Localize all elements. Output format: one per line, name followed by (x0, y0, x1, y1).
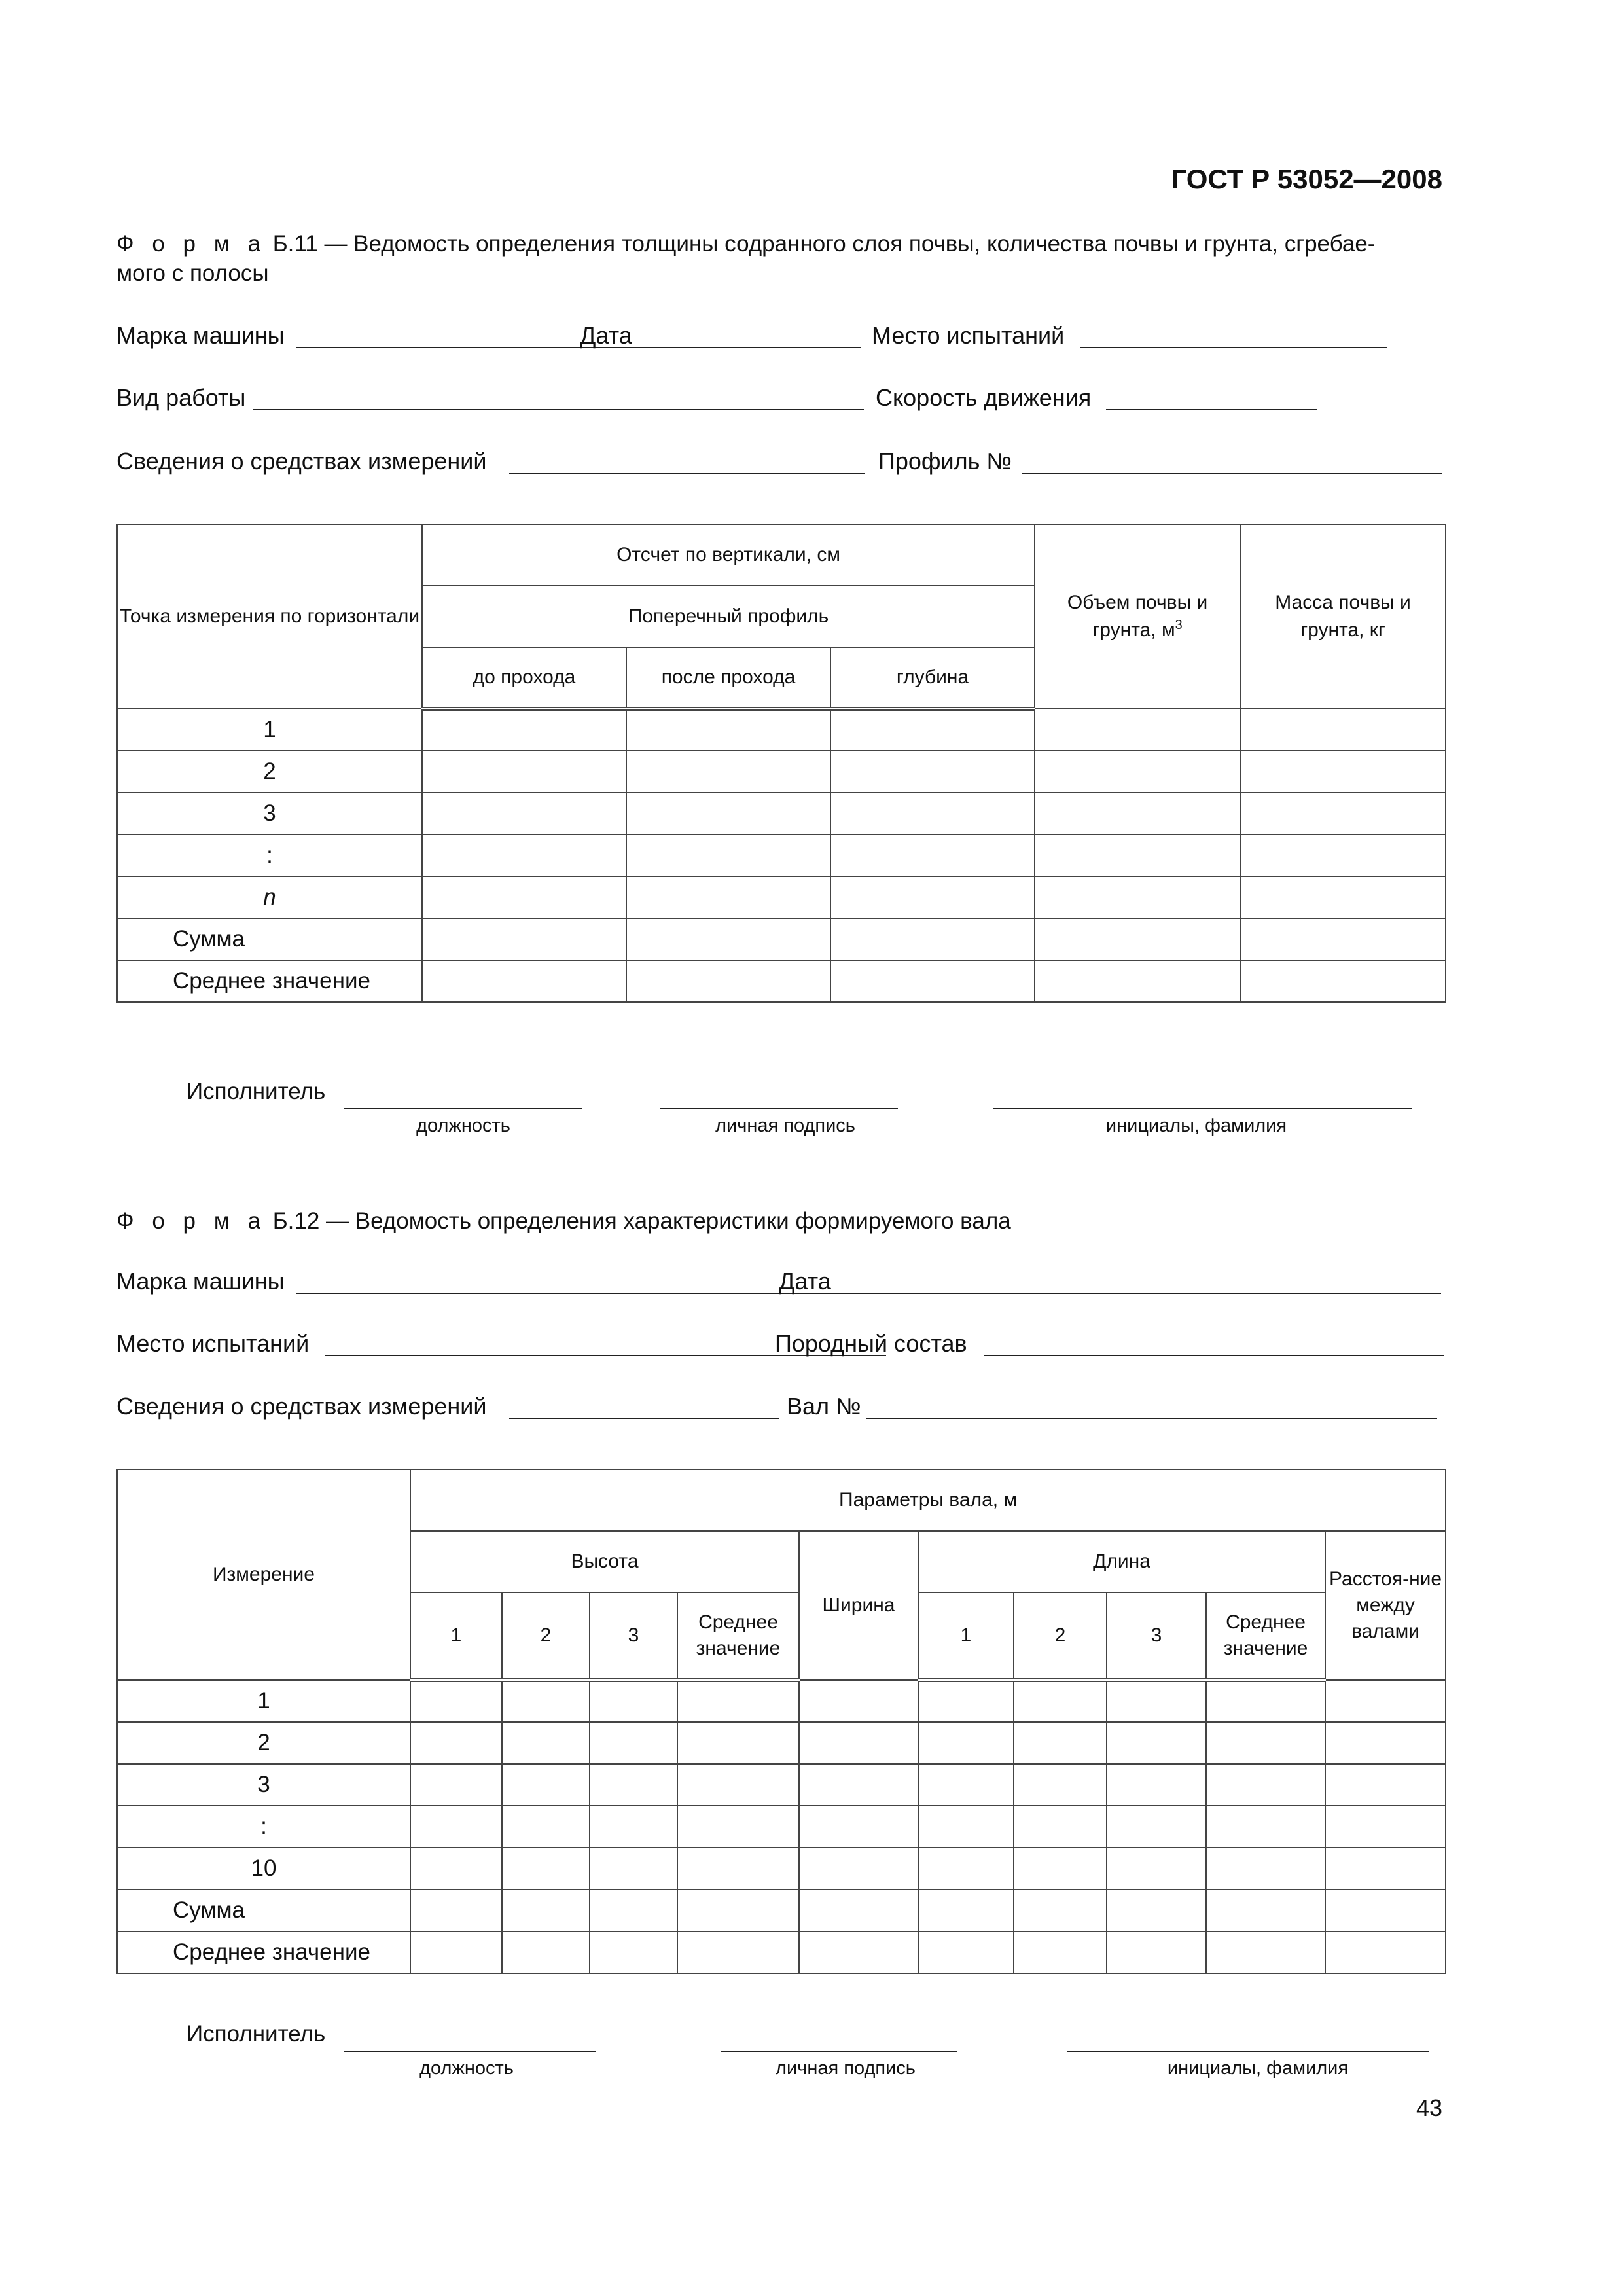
col-depth-header: глубина (830, 647, 1035, 709)
table-row-mean (117, 960, 1446, 1002)
cell[interactable] (1107, 1890, 1206, 1931)
cell[interactable] (1107, 1680, 1206, 1722)
cell[interactable] (422, 709, 626, 751)
cell[interactable] (410, 1680, 502, 1722)
cell[interactable] (918, 1722, 1014, 1764)
cell[interactable] (799, 1890, 918, 1931)
cell[interactable] (502, 1931, 590, 1973)
speed-label: Скорость движения (876, 384, 1092, 411)
cell[interactable] (918, 1680, 1014, 1722)
col-measurement-header: Измерение (117, 1469, 410, 1680)
cell[interactable] (1240, 709, 1446, 751)
signature-line[interactable] (721, 2051, 957, 2052)
cell[interactable] (1325, 1890, 1446, 1931)
form-b11-table (116, 524, 1446, 1003)
signature-line[interactable] (660, 1108, 898, 1109)
cell[interactable] (422, 834, 626, 876)
table-row (117, 751, 1446, 793)
cell[interactable] (422, 793, 626, 834)
row-label: 3 (117, 793, 422, 834)
cell[interactable] (918, 1848, 1014, 1890)
cell[interactable] (410, 1848, 502, 1890)
date-field[interactable] (641, 347, 861, 348)
cell[interactable] (590, 1890, 677, 1931)
cell[interactable] (410, 1931, 502, 1973)
cell[interactable] (1014, 1931, 1107, 1973)
length-sub-1: 1 (918, 1592, 1014, 1680)
form-b12-title (116, 1206, 1445, 1236)
col-cross-profile-header: Поперечный профиль (422, 586, 1035, 647)
cell[interactable] (626, 709, 830, 751)
cell[interactable] (1014, 1890, 1107, 1931)
table-row (117, 1722, 1446, 1764)
cell[interactable] (799, 1764, 918, 1806)
cell[interactable] (918, 1890, 1014, 1931)
position-line[interactable] (344, 2051, 596, 2052)
cell[interactable] (590, 1764, 677, 1806)
length-sub-3: 3 (1107, 1592, 1206, 1680)
cell[interactable] (830, 793, 1035, 834)
row-label: : (117, 1806, 410, 1848)
cell[interactable] (590, 1931, 677, 1973)
date-label: Дата (580, 322, 632, 349)
cell[interactable] (1107, 1931, 1206, 1973)
row-label: 1 (117, 709, 422, 751)
cell[interactable] (1206, 1764, 1325, 1806)
row-mean-label: Среднее значение (117, 960, 422, 1002)
test-place-label: Место испытаний (872, 322, 1065, 349)
cell[interactable] (590, 1680, 677, 1722)
executor-label: Исполнитель (187, 2021, 326, 2047)
cell[interactable] (410, 1722, 502, 1764)
cell[interactable] (677, 1680, 799, 1722)
height-sub-2: 2 (502, 1592, 590, 1680)
cell[interactable] (830, 751, 1035, 793)
col-point-header: Точка измерения по горизонтали (117, 524, 422, 709)
cell[interactable] (918, 1931, 1014, 1973)
form-b12-table (116, 1469, 1446, 1974)
cell[interactable] (1035, 834, 1240, 876)
cell[interactable] (1206, 1722, 1325, 1764)
cell[interactable] (1325, 1764, 1446, 1806)
signature-caption: личная подпись (776, 2058, 916, 2079)
date-field[interactable] (842, 1293, 1441, 1294)
table-row (117, 1764, 1446, 1806)
cell[interactable] (1035, 960, 1240, 1002)
col-vertical-header: Отсчет по вертикали, см (422, 524, 1035, 586)
measure-info-field[interactable] (509, 1418, 779, 1419)
cell[interactable] (1240, 876, 1446, 918)
machine-brand-label: Марка машины (116, 1268, 285, 1295)
position-line[interactable] (344, 1108, 582, 1109)
rock-composition-field[interactable] (984, 1355, 1444, 1356)
cell[interactable] (918, 1764, 1014, 1806)
cell[interactable] (830, 876, 1035, 918)
cell[interactable] (677, 1806, 799, 1848)
col-volume-text: Объем почвы и грунта, м (1067, 592, 1208, 641)
form-b11-line2 (116, 383, 1445, 413)
cell[interactable] (626, 834, 830, 876)
cell[interactable] (677, 1931, 799, 1973)
name-line[interactable] (1067, 2051, 1429, 2052)
cell[interactable] (502, 1890, 590, 1931)
cell[interactable] (799, 1848, 918, 1890)
work-type-label: Вид работы (116, 384, 246, 411)
cell[interactable] (830, 918, 1035, 960)
form-b12-line3 (116, 1391, 1445, 1422)
cell[interactable] (1206, 1931, 1325, 1973)
form-b11-line3 (116, 446, 1445, 476)
row-label: 2 (117, 1722, 410, 1764)
measure-info-label: Сведения о средствах измерений (116, 448, 487, 475)
cell[interactable] (502, 1848, 590, 1890)
measure-info-field[interactable] (509, 473, 865, 474)
cell[interactable] (626, 876, 830, 918)
cell[interactable] (677, 1890, 799, 1931)
col-params-header: Параметры вала, м (410, 1469, 1446, 1531)
cell[interactable] (799, 1680, 918, 1722)
table-row-mean (117, 1931, 1446, 1973)
cell[interactable] (626, 918, 830, 960)
cell[interactable] (1107, 1806, 1206, 1848)
cell[interactable] (1240, 960, 1446, 1002)
cell[interactable] (410, 1890, 502, 1931)
cell[interactable] (1107, 1764, 1206, 1806)
table-row-sum (117, 1890, 1446, 1931)
row-label: 3 (117, 1764, 410, 1806)
cell[interactable] (1240, 751, 1446, 793)
cell[interactable] (1240, 793, 1446, 834)
executor-label: Исполнитель (187, 1079, 326, 1104)
cell[interactable] (1014, 1680, 1107, 1722)
length-sub-2: 2 (1014, 1592, 1107, 1680)
table-row (117, 793, 1446, 834)
cell[interactable] (410, 1806, 502, 1848)
cell[interactable] (1206, 1848, 1325, 1890)
cell[interactable] (799, 1806, 918, 1848)
cell[interactable] (1240, 918, 1446, 960)
test-place-field[interactable] (1080, 347, 1387, 348)
height-sub-1: 1 (410, 1592, 502, 1680)
row-sum-label: Сумма (117, 918, 422, 960)
form-b11-title-text: Б.11 — Ведомость определения толщины содранного слоя почвы, количества почвы и грунта, сгребае- (266, 231, 1376, 257)
row-label: n (117, 876, 422, 918)
page-number: 43 (1416, 2094, 1442, 2121)
table-row (117, 1806, 1446, 1848)
work-type-field[interactable] (253, 409, 864, 410)
cell[interactable] (677, 1764, 799, 1806)
name-caption: инициалы, фамилия (1105, 1115, 1287, 1136)
cell[interactable] (590, 1848, 677, 1890)
cell[interactable] (1206, 1806, 1325, 1848)
rock-composition-label: Породный состав (775, 1330, 967, 1357)
cell[interactable] (422, 751, 626, 793)
position-caption: должность (419, 2058, 514, 2079)
cell[interactable] (1325, 1931, 1446, 1973)
cell[interactable] (626, 793, 830, 834)
cell[interactable] (1014, 1806, 1107, 1848)
cell[interactable] (1325, 1848, 1446, 1890)
cell[interactable] (1035, 793, 1240, 834)
cell[interactable] (1035, 918, 1240, 960)
form-b12-line2 (116, 1329, 1445, 1359)
machine-brand-label: Марка машины (116, 322, 285, 349)
cell[interactable] (1107, 1722, 1206, 1764)
cell[interactable] (410, 1764, 502, 1806)
cell[interactable] (1014, 1722, 1107, 1764)
cell[interactable] (830, 834, 1035, 876)
col-length-header: Длина (918, 1531, 1325, 1592)
form-b11-line1 (116, 321, 1445, 351)
speed-field[interactable] (1106, 409, 1317, 410)
cell[interactable] (626, 960, 830, 1002)
cell[interactable] (677, 1848, 799, 1890)
col-volume-header (1035, 524, 1240, 709)
cell[interactable] (830, 960, 1035, 1002)
signature-caption: личная подпись (715, 1115, 855, 1136)
cell[interactable] (1014, 1764, 1107, 1806)
cell[interactable] (422, 960, 626, 1002)
row-label: 2 (117, 751, 422, 793)
profile-no-field[interactable] (1022, 473, 1442, 474)
row-label: 1 (117, 1680, 410, 1722)
col-distance-header: Расстоя-ние между валами (1325, 1531, 1446, 1680)
row-label: 10 (117, 1848, 410, 1890)
col-mass-header: Масса почвы и грунта, кг (1240, 524, 1446, 709)
cell[interactable] (626, 751, 830, 793)
cell[interactable] (422, 918, 626, 960)
row-sum-label: Сумма (117, 1890, 410, 1931)
form-b12-prefix: Ф о р м а (116, 1208, 266, 1234)
cell[interactable] (1035, 709, 1240, 751)
cell[interactable] (1206, 1680, 1325, 1722)
cell[interactable] (1014, 1848, 1107, 1890)
row-mean-label: Среднее значение (117, 1931, 410, 1973)
test-place-label: Место испытаний (116, 1330, 310, 1357)
cell[interactable] (502, 1722, 590, 1764)
cell[interactable] (502, 1680, 590, 1722)
table-row (117, 834, 1446, 876)
name-line[interactable] (993, 1108, 1412, 1109)
cell[interactable] (590, 1806, 677, 1848)
cell[interactable] (799, 1722, 918, 1764)
form-b11-title-line2: мого с полосы (116, 260, 269, 286)
form-b12-title-text: Б.12 — Ведомость определения характеристики формируемого вала (266, 1208, 1011, 1234)
cell[interactable] (1325, 1680, 1446, 1722)
table-row (117, 876, 1446, 918)
form-b11-title (116, 229, 1445, 288)
row-label: : (117, 834, 422, 876)
cell[interactable] (502, 1764, 590, 1806)
table-row (117, 1680, 1446, 1722)
cell[interactable] (1240, 834, 1446, 876)
cell[interactable] (502, 1806, 590, 1848)
length-sub-mean: Среднее значение (1206, 1592, 1325, 1680)
profile-no-label: Профиль № (878, 448, 1012, 475)
date-label: Дата (779, 1268, 831, 1295)
col-volume-sup: 3 (1175, 618, 1183, 632)
table-row-sum (117, 918, 1446, 960)
col-height-header: Высота (410, 1531, 799, 1592)
col-after-header: после прохода (626, 647, 830, 709)
cell[interactable] (830, 709, 1035, 751)
name-caption: инициалы, фамилия (1167, 2058, 1349, 2079)
height-sub-mean: Среднее значение (677, 1592, 799, 1680)
table-row (117, 1848, 1446, 1890)
cell[interactable] (918, 1806, 1014, 1848)
height-sub-3: 3 (590, 1592, 677, 1680)
cell[interactable] (1325, 1806, 1446, 1848)
position-caption: должность (416, 1115, 510, 1136)
shaft-no-field[interactable] (866, 1418, 1437, 1419)
col-before-header: до прохода (422, 647, 626, 709)
measure-info-label: Сведения о средствах измерений (116, 1393, 487, 1420)
document-code: ГОСТ Р 53052—2008 (1171, 164, 1442, 194)
form-b11-prefix: Ф о р м а (116, 231, 266, 257)
table-row (117, 709, 1446, 751)
cell[interactable] (422, 876, 626, 918)
col-width-header: Ширина (799, 1531, 918, 1680)
shaft-no-label: Вал № (787, 1393, 861, 1420)
cell[interactable] (677, 1722, 799, 1764)
cell[interactable] (1206, 1890, 1325, 1931)
cell[interactable] (1107, 1848, 1206, 1890)
cell[interactable] (1325, 1722, 1446, 1764)
cell[interactable] (1035, 751, 1240, 793)
cell[interactable] (1035, 876, 1240, 918)
cell[interactable] (590, 1722, 677, 1764)
cell[interactable] (799, 1931, 918, 1973)
form-b12-line1 (116, 1266, 1445, 1297)
